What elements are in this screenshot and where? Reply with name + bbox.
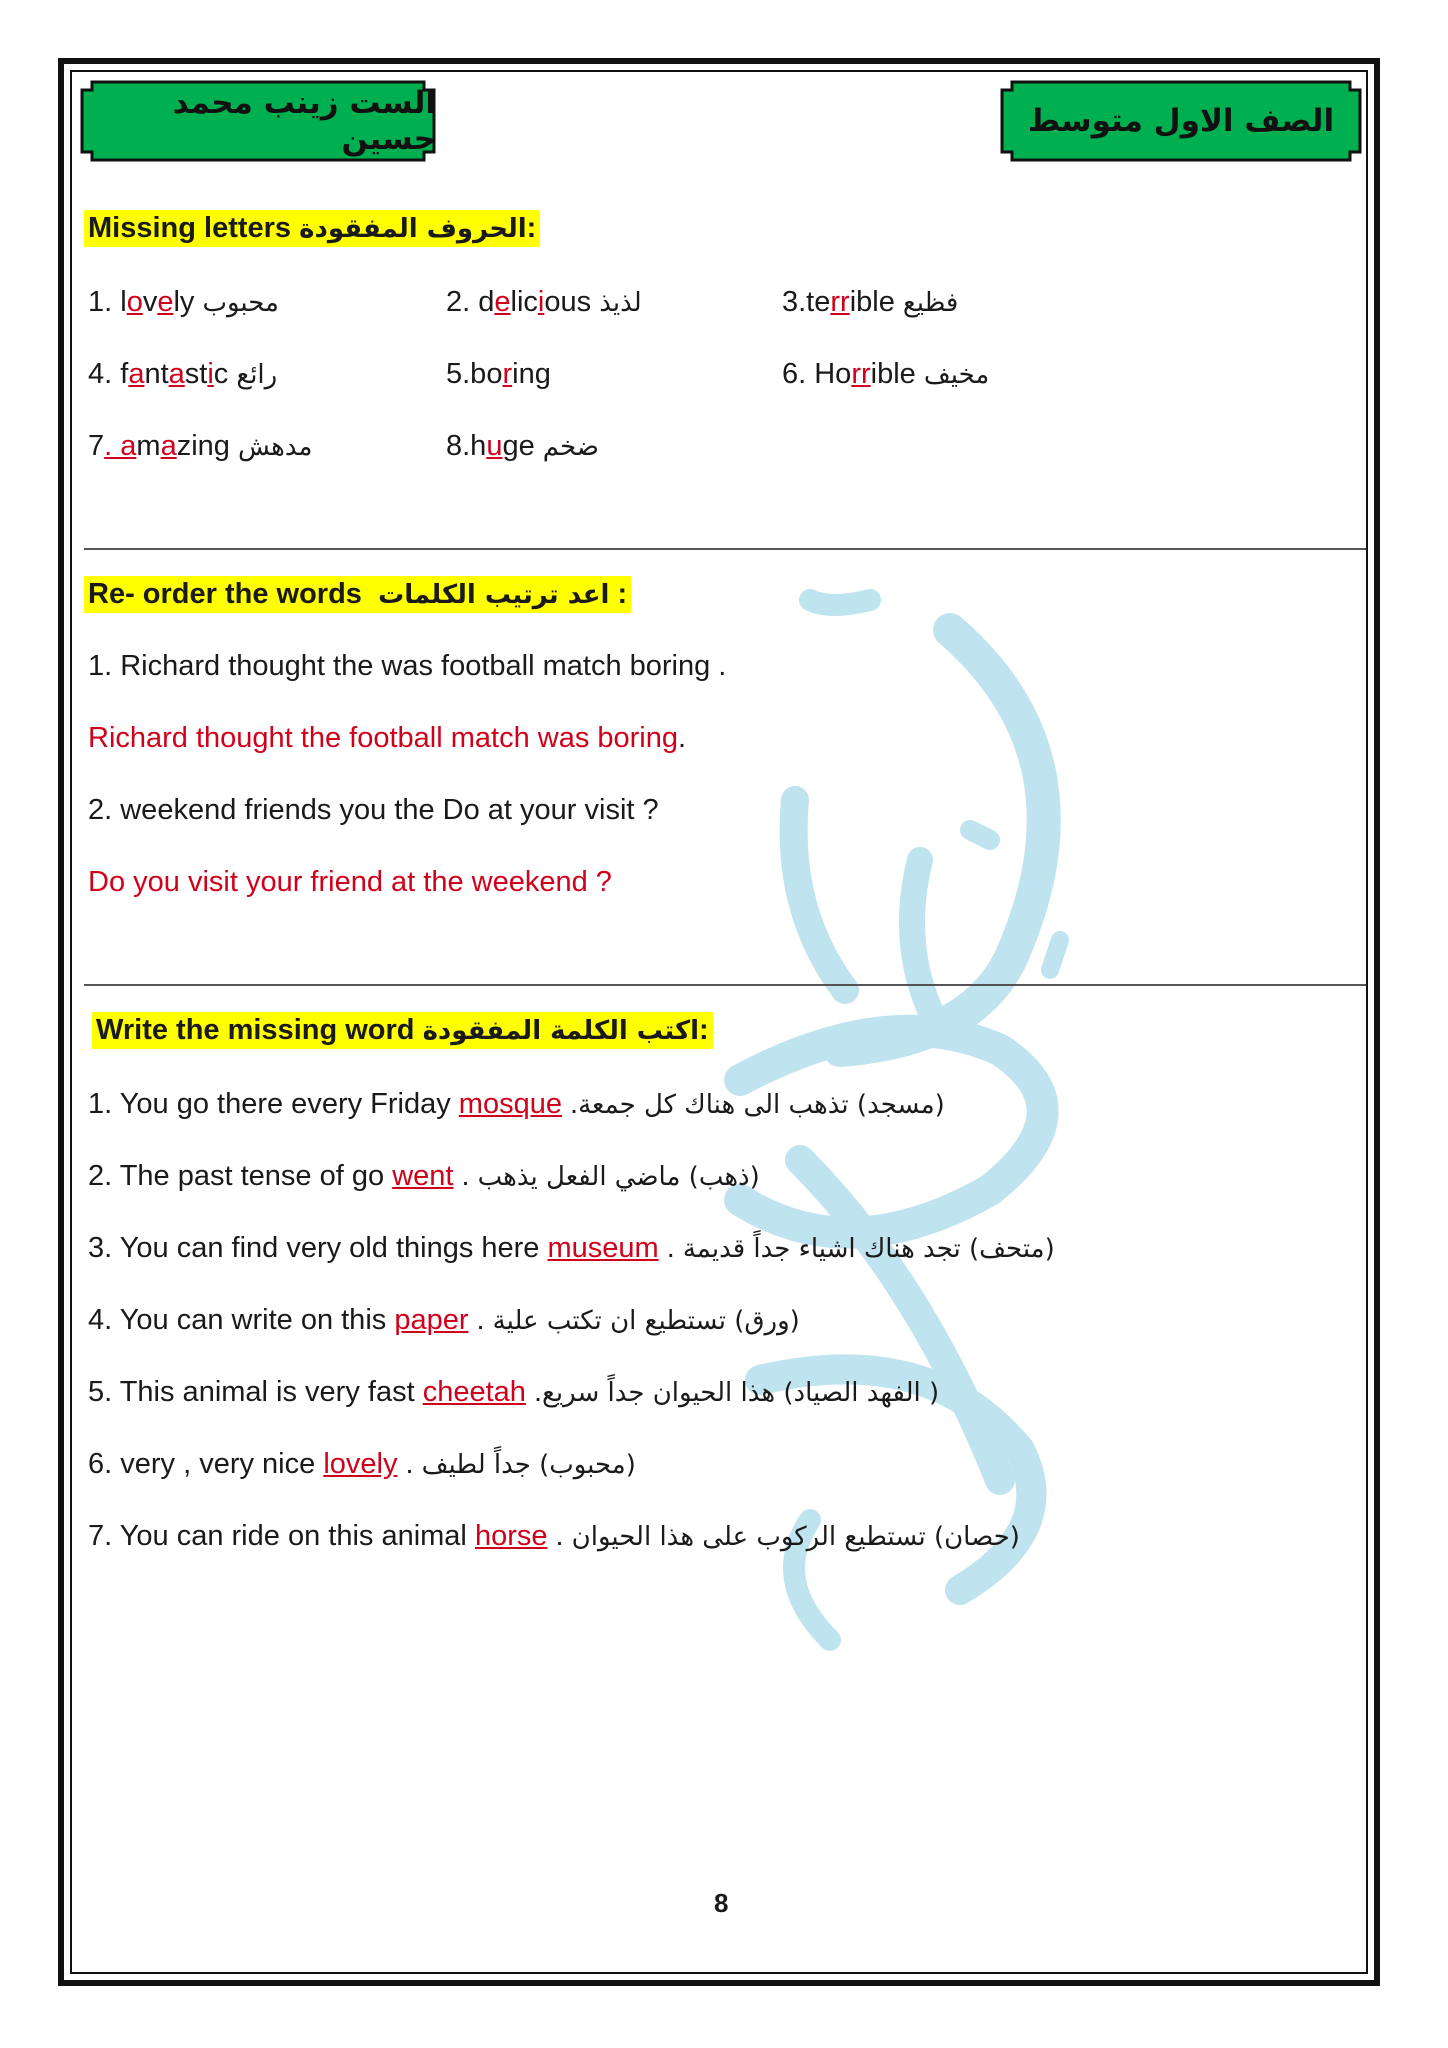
missing-word-heading — [92, 1012, 713, 1049]
arabic-meaning: فظيع — [902, 288, 959, 318]
question-text: 4. You can write on this — [88, 1304, 395, 1336]
missing-word-item — [88, 1520, 1020, 1553]
missing-letter: a — [128, 358, 145, 390]
question-text: 2. The past tense of go — [88, 1160, 393, 1192]
section-divider — [84, 548, 1366, 550]
punctuation: . — [547, 1520, 572, 1552]
missing-letter: rr — [830, 286, 850, 318]
teacher-name: الست زينب محمد حسين — [172, 85, 436, 157]
word-part: ous — [544, 286, 600, 318]
answer-word: mosque — [458, 1088, 562, 1120]
missing-letter: rr — [851, 358, 871, 390]
heading-colon: : — [617, 578, 628, 610]
heading-en: Re- order the words — [88, 578, 362, 610]
reorder-question-2: 2. weekend friends you the Do at your visit ? — [88, 794, 659, 826]
word-part: 8.h — [446, 430, 487, 462]
missing-letters-item — [88, 286, 279, 319]
question-text: 5. This animal is very fast — [88, 1376, 423, 1408]
word-part: ge — [502, 430, 543, 462]
missing-letter: a — [160, 430, 177, 462]
missing-letter: u — [486, 430, 503, 462]
arabic-meaning: لذيذ — [599, 288, 642, 318]
answer-end: . — [678, 722, 687, 754]
word-part: 7 — [88, 430, 105, 462]
missing-letters-item — [782, 286, 958, 319]
teacher-name-plaque — [80, 80, 436, 162]
missing-word-item — [88, 1232, 1055, 1265]
missing-letters-item — [782, 358, 989, 391]
class-level-plaque — [1000, 80, 1362, 162]
missing-word-item — [88, 1304, 800, 1337]
answer-text: Richard thought the football match was boring — [88, 722, 679, 754]
punctuation: . — [658, 1232, 683, 1264]
word-part: 3.te — [782, 286, 831, 318]
heading-colon: : — [698, 1014, 709, 1046]
arabic-meaning: محبوب — [202, 288, 279, 318]
missing-letters-item — [446, 358, 551, 391]
arabic-meaning: ضخم — [542, 432, 599, 462]
missing-word-item — [88, 1160, 760, 1193]
arabic-translation: (مسجد) تذهب الى هناك كل جمعة — [578, 1090, 945, 1120]
word-part: ly — [173, 286, 203, 318]
heading-en: Missing letters — [88, 212, 292, 244]
word-part: st — [184, 358, 208, 390]
arabic-translation: (ورق) تستطيع ان تكتب علية — [492, 1306, 800, 1336]
answer-word: paper — [394, 1304, 469, 1336]
word-part: nt — [144, 358, 169, 390]
reorder-answer-1 — [88, 722, 686, 755]
heading-en: Write the missing word — [96, 1014, 415, 1046]
missing-letter: i — [207, 358, 214, 390]
missing-word-item — [88, 1448, 636, 1481]
punctuation: . — [468, 1304, 493, 1336]
word-part: 2. d — [446, 286, 495, 318]
punctuation: . — [453, 1160, 478, 1192]
word-part: 4. f — [88, 358, 129, 390]
missing-letter: . a — [104, 430, 137, 462]
arabic-translation: (ذهب) ماضي الفعل يذهب — [477, 1162, 760, 1192]
word-part: ing — [512, 358, 551, 390]
reorder-heading — [84, 576, 631, 613]
answer-word: went — [392, 1160, 454, 1192]
arabic-translation: (متحف) تجد هناك اشياء جداً قديمة — [682, 1234, 1055, 1264]
arabic-meaning: مخيف — [923, 360, 990, 390]
punctuation: . — [525, 1376, 543, 1408]
answer-word: cheetah — [422, 1376, 526, 1408]
word-part: 5.bo — [446, 358, 503, 390]
heading-colon: : — [526, 212, 537, 244]
punctuation: . — [397, 1448, 422, 1480]
missing-letters-item — [446, 286, 642, 319]
word-part: m — [136, 430, 161, 462]
arabic-translation: (محبوب) جداً لطيف — [421, 1450, 636, 1480]
class-level: الصف الاول متوسط — [1027, 103, 1335, 139]
arabic-meaning: مدهش — [237, 432, 313, 462]
missing-word-item — [88, 1088, 945, 1121]
missing-letters-item — [446, 430, 599, 463]
question-text: 1. You go there every Friday — [88, 1088, 459, 1120]
missing-letter: o — [126, 286, 143, 318]
arabic-meaning: رائع — [236, 360, 278, 390]
question-text: 3. You can find very old things here — [88, 1232, 548, 1264]
heading-ar: اعد ترتيب الكلمات — [378, 580, 610, 610]
word-part: zing — [176, 430, 238, 462]
heading-ar: اكتب الكلمة المفقودة — [422, 1016, 699, 1046]
arabic-translation: ( الفهد الصياد) هذا الحيوان جداً سريع — [542, 1378, 940, 1408]
missing-letter: e — [157, 286, 174, 318]
heading-ar: الحروف المفقودة — [299, 214, 527, 244]
answer-word: lovely — [323, 1448, 398, 1480]
missing-letter: i — [537, 286, 545, 318]
missing-letter: r — [502, 358, 513, 390]
word-part: 6. Ho — [782, 358, 852, 390]
reorder-answer-2: Do you visit your friend at the weekend ? — [88, 866, 612, 898]
word-part: v — [142, 286, 158, 318]
word-part: c — [213, 358, 237, 390]
punctuation: . — [561, 1088, 579, 1120]
word-part: ible — [870, 358, 924, 390]
missing-letters-heading — [84, 210, 540, 247]
question-text: 7. You can ride on this animal — [88, 1520, 475, 1552]
arabic-translation: (حصان) تستطيع الركوب على هذا الحيوان — [571, 1522, 1020, 1552]
missing-letters-item — [88, 430, 312, 463]
word-part: 1. l — [88, 286, 127, 318]
missing-letter: a — [168, 358, 185, 390]
reorder-question-1: 1. Richard thought the was football match boring . — [88, 650, 727, 682]
answer-word: museum — [547, 1232, 659, 1264]
question-text: 6. very , very nice — [88, 1448, 324, 1480]
page-number: 8 — [714, 1888, 729, 1918]
word-part: lic — [510, 286, 538, 318]
answer-word: horse — [474, 1520, 548, 1552]
missing-word-item — [88, 1376, 939, 1409]
missing-letter: e — [494, 286, 511, 318]
word-part: ible — [849, 286, 903, 318]
section-divider — [84, 984, 1366, 986]
missing-letters-item — [88, 358, 277, 391]
